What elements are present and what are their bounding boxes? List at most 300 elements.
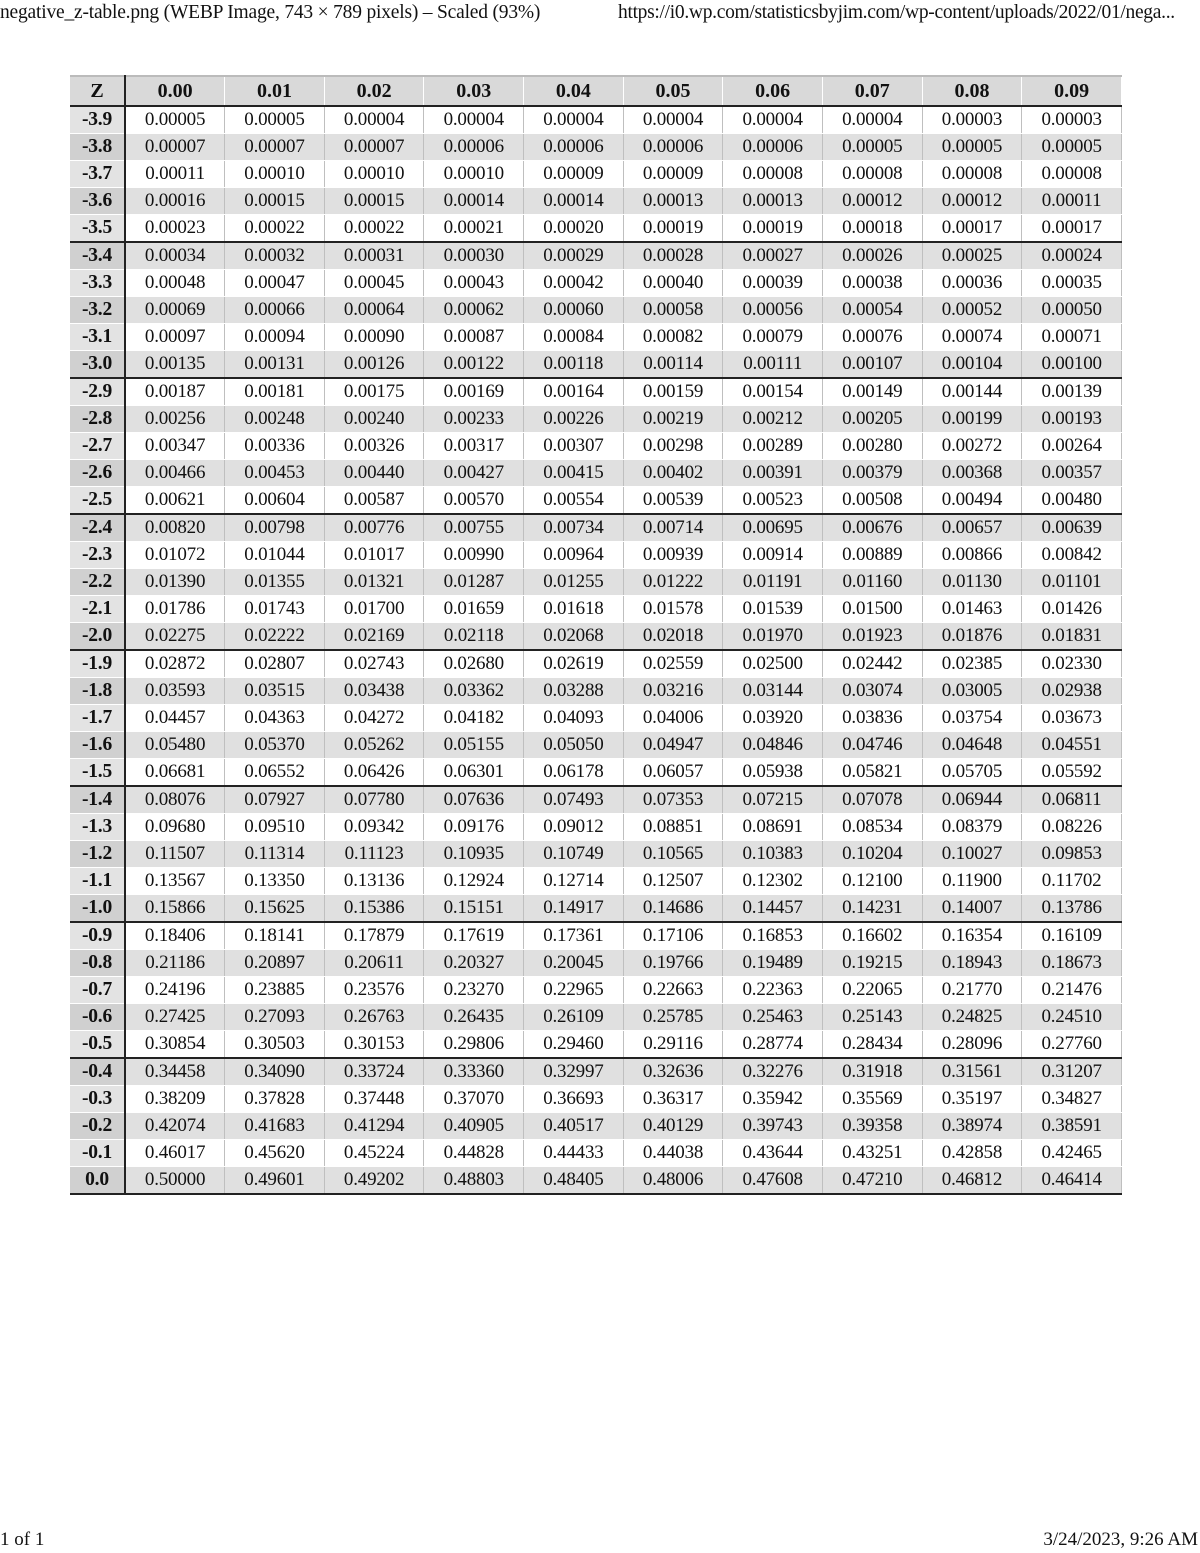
table-row — [70, 841, 1122, 868]
probability-cell: 0.00639 — [1022, 514, 1122, 542]
probability-cell: 0.01287 — [424, 569, 524, 596]
z-value-cell: -3.3 — [70, 270, 125, 297]
probability-cell: 0.22065 — [822, 977, 922, 1004]
probability-cell: 0.32636 — [623, 1058, 723, 1086]
probability-cell: 0.10383 — [723, 841, 823, 868]
table-row — [70, 922, 1122, 950]
probability-cell: 0.39743 — [723, 1113, 823, 1140]
z-value-cell: -2.4 — [70, 514, 125, 542]
table-row — [70, 134, 1122, 161]
probability-cell: 0.00187 — [125, 378, 225, 406]
probability-cell: 0.00019 — [623, 215, 723, 243]
probability-cell: 0.11123 — [324, 841, 424, 868]
probability-cell: 0.01017 — [324, 542, 424, 569]
z-value-cell: -1.7 — [70, 705, 125, 732]
probability-cell: 0.08226 — [1022, 814, 1122, 841]
probability-cell: 0.00336 — [225, 433, 325, 460]
probability-cell: 0.00018 — [822, 215, 922, 243]
probability-cell: 0.00144 — [922, 378, 1022, 406]
table-row — [70, 542, 1122, 569]
column-header: 0.05 — [623, 76, 723, 106]
probability-cell: 0.17879 — [324, 922, 424, 950]
probability-cell: 0.00014 — [524, 188, 624, 215]
table-row — [70, 378, 1122, 406]
probability-cell: 0.00060 — [524, 297, 624, 324]
probability-cell: 0.03438 — [324, 678, 424, 705]
probability-cell: 0.07636 — [424, 786, 524, 814]
probability-cell: 0.00139 — [1022, 378, 1122, 406]
z-value-cell: -0.6 — [70, 1004, 125, 1031]
probability-cell: 0.05050 — [524, 732, 624, 759]
probability-cell: 0.01463 — [922, 596, 1022, 623]
probability-cell: 0.00016 — [125, 188, 225, 215]
probability-cell: 0.44038 — [623, 1140, 723, 1167]
z-value-cell: -1.3 — [70, 814, 125, 841]
table-row — [70, 161, 1122, 188]
probability-cell: 0.00889 — [822, 542, 922, 569]
probability-cell: 0.00050 — [1022, 297, 1122, 324]
probability-cell: 0.10565 — [623, 841, 723, 868]
probability-cell: 0.00007 — [225, 134, 325, 161]
probability-cell: 0.16602 — [822, 922, 922, 950]
probability-cell: 0.00019 — [723, 215, 823, 243]
probability-cell: 0.00347 — [125, 433, 225, 460]
probability-cell: 0.03074 — [822, 678, 922, 705]
probability-cell: 0.00006 — [424, 134, 524, 161]
probability-cell: 0.04947 — [623, 732, 723, 759]
probability-cell: 0.00008 — [1022, 161, 1122, 188]
z-table-header — [70, 76, 1122, 106]
probability-cell: 0.00058 — [623, 297, 723, 324]
column-header: 0.06 — [723, 76, 823, 106]
probability-cell: 0.01743 — [225, 596, 325, 623]
z-value-cell: -3.1 — [70, 324, 125, 351]
probability-cell: 0.00011 — [125, 161, 225, 188]
probability-cell: 0.00676 — [822, 514, 922, 542]
probability-cell: 0.03362 — [424, 678, 524, 705]
z-value-cell: -2.7 — [70, 433, 125, 460]
z-value-cell: -1.0 — [70, 895, 125, 923]
z-value-cell: 0.0 — [70, 1167, 125, 1195]
column-header: 0.04 — [524, 76, 624, 106]
probability-cell: 0.06057 — [623, 759, 723, 787]
probability-cell: 0.00755 — [424, 514, 524, 542]
probability-cell: 0.00026 — [822, 242, 922, 270]
probability-cell: 0.35197 — [922, 1086, 1022, 1113]
probability-cell: 0.17619 — [424, 922, 524, 950]
probability-cell: 0.00024 — [1022, 242, 1122, 270]
probability-cell: 0.00022 — [324, 215, 424, 243]
column-header: 0.01 — [225, 76, 325, 106]
probability-cell: 0.00035 — [1022, 270, 1122, 297]
probability-cell: 0.00076 — [822, 324, 922, 351]
probability-cell: 0.38591 — [1022, 1113, 1122, 1140]
probability-cell: 0.29806 — [424, 1031, 524, 1059]
probability-cell: 0.00554 — [524, 487, 624, 515]
probability-cell: 0.15866 — [125, 895, 225, 923]
probability-cell: 0.03836 — [822, 705, 922, 732]
probability-cell: 0.10027 — [922, 841, 1022, 868]
probability-cell: 0.01539 — [723, 596, 823, 623]
probability-cell: 0.08534 — [822, 814, 922, 841]
probability-cell: 0.05262 — [324, 732, 424, 759]
probability-cell: 0.00734 — [524, 514, 624, 542]
probability-cell: 0.09510 — [225, 814, 325, 841]
probability-cell: 0.00368 — [922, 460, 1022, 487]
print-footer-page: 1 of 1 — [0, 1529, 45, 1550]
probability-cell: 0.18406 — [125, 922, 225, 950]
probability-cell: 0.02680 — [424, 650, 524, 678]
probability-cell: 0.48006 — [623, 1167, 723, 1195]
probability-cell: 0.00122 — [424, 351, 524, 379]
probability-cell: 0.00010 — [324, 161, 424, 188]
probability-cell: 0.02068 — [524, 623, 624, 651]
probability-cell: 0.29460 — [524, 1031, 624, 1059]
probability-cell: 0.00820 — [125, 514, 225, 542]
probability-cell: 0.32997 — [524, 1058, 624, 1086]
probability-cell: 0.47608 — [723, 1167, 823, 1195]
probability-cell: 0.00007 — [324, 134, 424, 161]
probability-cell: 0.00391 — [723, 460, 823, 487]
probability-cell: 0.42074 — [125, 1113, 225, 1140]
probability-cell: 0.00005 — [922, 134, 1022, 161]
probability-cell: 0.00415 — [524, 460, 624, 487]
probability-cell: 0.00164 — [524, 378, 624, 406]
probability-cell: 0.31207 — [1022, 1058, 1122, 1086]
probability-cell: 0.25785 — [623, 1004, 723, 1031]
probability-cell: 0.00039 — [723, 270, 823, 297]
probability-cell: 0.38974 — [922, 1113, 1022, 1140]
print-footer-timestamp: 3/24/2023, 9:26 AM — [1043, 1529, 1198, 1550]
probability-cell: 0.00307 — [524, 433, 624, 460]
probability-cell: 0.00004 — [623, 106, 723, 134]
table-row — [70, 678, 1122, 705]
probability-cell: 0.34090 — [225, 1058, 325, 1086]
probability-cell: 0.22363 — [723, 977, 823, 1004]
probability-cell: 0.00131 — [225, 351, 325, 379]
probability-cell: 0.00066 — [225, 297, 325, 324]
z-value-cell: -2.0 — [70, 623, 125, 651]
probability-cell: 0.02169 — [324, 623, 424, 651]
probability-cell: 0.06178 — [524, 759, 624, 787]
probability-cell: 0.00045 — [324, 270, 424, 297]
probability-cell: 0.00714 — [623, 514, 723, 542]
probability-cell: 0.00135 — [125, 351, 225, 379]
probability-cell: 0.00022 — [225, 215, 325, 243]
probability-cell: 0.16109 — [1022, 922, 1122, 950]
table-row — [70, 623, 1122, 651]
z-value-cell: -0.4 — [70, 1058, 125, 1086]
probability-cell: 0.00074 — [922, 324, 1022, 351]
probability-cell: 0.02385 — [922, 650, 1022, 678]
probability-cell: 0.47210 — [822, 1167, 922, 1195]
probability-cell: 0.12714 — [524, 868, 624, 895]
probability-cell: 0.20327 — [424, 950, 524, 977]
z-value-cell: -0.1 — [70, 1140, 125, 1167]
probability-cell: 0.02559 — [623, 650, 723, 678]
probability-cell: 0.04006 — [623, 705, 723, 732]
probability-cell: 0.09342 — [324, 814, 424, 841]
probability-cell: 0.49202 — [324, 1167, 424, 1195]
z-value-cell: -0.3 — [70, 1086, 125, 1113]
probability-cell: 0.23270 — [424, 977, 524, 1004]
z-value-cell: -0.7 — [70, 977, 125, 1004]
table-row — [70, 596, 1122, 623]
probability-cell: 0.19489 — [723, 950, 823, 977]
probability-cell: 0.41294 — [324, 1113, 424, 1140]
probability-cell: 0.03144 — [723, 678, 823, 705]
probability-cell: 0.00107 — [822, 351, 922, 379]
probability-cell: 0.00494 — [922, 487, 1022, 515]
z-value-cell: -0.8 — [70, 950, 125, 977]
probability-cell: 0.00090 — [324, 324, 424, 351]
probability-cell: 0.40129 — [623, 1113, 723, 1140]
probability-cell: 0.00570 — [424, 487, 524, 515]
probability-cell: 0.08691 — [723, 814, 823, 841]
probability-cell: 0.00004 — [524, 106, 624, 134]
probability-cell: 0.00084 — [524, 324, 624, 351]
probability-cell: 0.03288 — [524, 678, 624, 705]
table-row — [70, 950, 1122, 977]
probability-cell: 0.01659 — [424, 596, 524, 623]
probability-cell: 0.00006 — [623, 134, 723, 161]
probability-cell: 0.00256 — [125, 406, 225, 433]
table-row — [70, 1058, 1122, 1086]
column-header: 0.03 — [424, 76, 524, 106]
probability-cell: 0.27760 — [1022, 1031, 1122, 1059]
table-row — [70, 188, 1122, 215]
z-value-cell: -0.9 — [70, 922, 125, 950]
probability-cell: 0.00009 — [524, 161, 624, 188]
probability-cell: 0.00914 — [723, 542, 823, 569]
probability-cell: 0.14686 — [623, 895, 723, 923]
probability-cell: 0.18141 — [225, 922, 325, 950]
probability-cell: 0.00006 — [723, 134, 823, 161]
probability-cell: 0.48405 — [524, 1167, 624, 1195]
probability-cell: 0.26435 — [424, 1004, 524, 1031]
table-row — [70, 786, 1122, 814]
probability-cell: 0.06811 — [1022, 786, 1122, 814]
probability-cell: 0.08851 — [623, 814, 723, 841]
probability-cell: 0.00776 — [324, 514, 424, 542]
probability-cell: 0.02275 — [125, 623, 225, 651]
probability-cell: 0.00071 — [1022, 324, 1122, 351]
probability-cell: 0.00047 — [225, 270, 325, 297]
table-row — [70, 1086, 1122, 1113]
column-header: 0.08 — [922, 76, 1022, 106]
probability-cell: 0.00379 — [822, 460, 922, 487]
z-value-cell: -1.5 — [70, 759, 125, 787]
probability-cell: 0.00097 — [125, 324, 225, 351]
probability-cell: 0.13350 — [225, 868, 325, 895]
probability-cell: 0.00027 — [723, 242, 823, 270]
table-row — [70, 732, 1122, 759]
probability-cell: 0.07078 — [822, 786, 922, 814]
table-row — [70, 1140, 1122, 1167]
probability-cell: 0.00104 — [922, 351, 1022, 379]
probability-cell: 0.39358 — [822, 1113, 922, 1140]
probability-cell: 0.00240 — [324, 406, 424, 433]
probability-cell: 0.00062 — [424, 297, 524, 324]
table-row — [70, 650, 1122, 678]
probability-cell: 0.02743 — [324, 650, 424, 678]
probability-cell: 0.00402 — [623, 460, 723, 487]
probability-cell: 0.01321 — [324, 569, 424, 596]
column-header-z: Z — [70, 76, 125, 106]
negative-z-table — [70, 75, 1122, 1195]
probability-cell: 0.00010 — [424, 161, 524, 188]
probability-cell: 0.00008 — [822, 161, 922, 188]
probability-cell: 0.04272 — [324, 705, 424, 732]
probability-cell: 0.00100 — [1022, 351, 1122, 379]
table-row — [70, 868, 1122, 895]
probability-cell: 0.24196 — [125, 977, 225, 1004]
probability-cell: 0.13136 — [324, 868, 424, 895]
probability-cell: 0.13567 — [125, 868, 225, 895]
probability-cell: 0.00004 — [324, 106, 424, 134]
probability-cell: 0.00193 — [1022, 406, 1122, 433]
probability-cell: 0.00357 — [1022, 460, 1122, 487]
z-value-cell: -2.8 — [70, 406, 125, 433]
probability-cell: 0.15151 — [424, 895, 524, 923]
probability-cell: 0.25143 — [822, 1004, 922, 1031]
probability-cell: 0.00523 — [723, 487, 823, 515]
probability-cell: 0.01255 — [524, 569, 624, 596]
probability-cell: 0.00052 — [922, 297, 1022, 324]
probability-cell: 0.01426 — [1022, 596, 1122, 623]
table-row — [70, 406, 1122, 433]
probability-cell: 0.00015 — [225, 188, 325, 215]
z-value-cell: -1.8 — [70, 678, 125, 705]
table-row — [70, 433, 1122, 460]
print-header-title: negative_z-table.png (WEBP Image, 743 × 789 pixels) – Scaled (93%) — [0, 2, 541, 23]
probability-cell: 0.00226 — [524, 406, 624, 433]
probability-cell: 0.01578 — [623, 596, 723, 623]
table-row — [70, 759, 1122, 787]
probability-cell: 0.02442 — [822, 650, 922, 678]
probability-cell: 0.00004 — [424, 106, 524, 134]
probability-cell: 0.36317 — [623, 1086, 723, 1113]
probability-cell: 0.00466 — [125, 460, 225, 487]
probability-cell: 0.00621 — [125, 487, 225, 515]
probability-cell: 0.00118 — [524, 351, 624, 379]
probability-cell: 0.40905 — [424, 1113, 524, 1140]
probability-cell: 0.03920 — [723, 705, 823, 732]
column-header: 0.02 — [324, 76, 424, 106]
z-value-cell: -3.7 — [70, 161, 125, 188]
probability-cell: 0.00012 — [922, 188, 1022, 215]
probability-cell: 0.25463 — [723, 1004, 823, 1031]
z-value-cell: -0.5 — [70, 1031, 125, 1059]
probability-cell: 0.34458 — [125, 1058, 225, 1086]
probability-cell: 0.10749 — [524, 841, 624, 868]
probability-cell: 0.20897 — [225, 950, 325, 977]
probability-cell: 0.00199 — [922, 406, 1022, 433]
probability-cell: 0.00042 — [524, 270, 624, 297]
z-value-cell: -1.4 — [70, 786, 125, 814]
probability-cell: 0.35569 — [822, 1086, 922, 1113]
probability-cell: 0.06426 — [324, 759, 424, 787]
probability-cell: 0.44433 — [524, 1140, 624, 1167]
probability-cell: 0.00043 — [424, 270, 524, 297]
probability-cell: 0.46017 — [125, 1140, 225, 1167]
probability-cell: 0.01044 — [225, 542, 325, 569]
probability-cell: 0.14457 — [723, 895, 823, 923]
probability-cell: 0.31918 — [822, 1058, 922, 1086]
probability-cell: 0.05938 — [723, 759, 823, 787]
probability-cell: 0.13786 — [1022, 895, 1122, 923]
probability-cell: 0.00114 — [623, 351, 723, 379]
z-value-cell: -1.1 — [70, 868, 125, 895]
z-value-cell: -0.2 — [70, 1113, 125, 1140]
probability-cell: 0.00126 — [324, 351, 424, 379]
probability-cell: 0.36693 — [524, 1086, 624, 1113]
probability-cell: 0.00440 — [324, 460, 424, 487]
probability-cell: 0.09853 — [1022, 841, 1122, 868]
probability-cell: 0.00695 — [723, 514, 823, 542]
probability-cell: 0.00248 — [225, 406, 325, 433]
probability-cell: 0.00657 — [922, 514, 1022, 542]
probability-cell: 0.24825 — [922, 1004, 1022, 1031]
probability-cell: 0.11702 — [1022, 868, 1122, 895]
probability-cell: 0.00111 — [723, 351, 823, 379]
z-value-cell: -1.2 — [70, 841, 125, 868]
probability-cell: 0.31561 — [922, 1058, 1022, 1086]
probability-cell: 0.22663 — [623, 977, 723, 1004]
probability-cell: 0.00205 — [822, 406, 922, 433]
probability-cell: 0.00453 — [225, 460, 325, 487]
z-value-cell: -2.6 — [70, 460, 125, 487]
probability-cell: 0.46414 — [1022, 1167, 1122, 1195]
probability-cell: 0.09012 — [524, 814, 624, 841]
probability-cell: 0.07780 — [324, 786, 424, 814]
probability-cell: 0.00005 — [125, 106, 225, 134]
probability-cell: 0.07493 — [524, 786, 624, 814]
probability-cell: 0.00169 — [424, 378, 524, 406]
probability-cell: 0.00014 — [424, 188, 524, 215]
probability-cell: 0.00079 — [723, 324, 823, 351]
probability-cell: 0.00149 — [822, 378, 922, 406]
probability-cell: 0.04648 — [922, 732, 1022, 759]
probability-cell: 0.00094 — [225, 324, 325, 351]
probability-cell: 0.00011 — [1022, 188, 1122, 215]
probability-cell: 0.00015 — [324, 188, 424, 215]
probability-cell: 0.01700 — [324, 596, 424, 623]
probability-cell: 0.02938 — [1022, 678, 1122, 705]
probability-cell: 0.37070 — [424, 1086, 524, 1113]
probability-cell: 0.00427 — [424, 460, 524, 487]
probability-cell: 0.02222 — [225, 623, 325, 651]
probability-cell: 0.23885 — [225, 977, 325, 1004]
table-row — [70, 106, 1122, 134]
probability-cell: 0.01618 — [524, 596, 624, 623]
probability-cell: 0.00048 — [125, 270, 225, 297]
probability-cell: 0.00866 — [922, 542, 1022, 569]
probability-cell: 0.07927 — [225, 786, 325, 814]
probability-cell: 0.14231 — [822, 895, 922, 923]
table-row — [70, 297, 1122, 324]
probability-cell: 0.37828 — [225, 1086, 325, 1113]
probability-cell: 0.42858 — [922, 1140, 1022, 1167]
probability-cell: 0.23576 — [324, 977, 424, 1004]
probability-cell: 0.00021 — [424, 215, 524, 243]
probability-cell: 0.00023 — [125, 215, 225, 243]
probability-cell: 0.28774 — [723, 1031, 823, 1059]
probability-cell: 0.01390 — [125, 569, 225, 596]
table-row — [70, 351, 1122, 379]
probability-cell: 0.00004 — [822, 106, 922, 134]
probability-cell: 0.05155 — [424, 732, 524, 759]
